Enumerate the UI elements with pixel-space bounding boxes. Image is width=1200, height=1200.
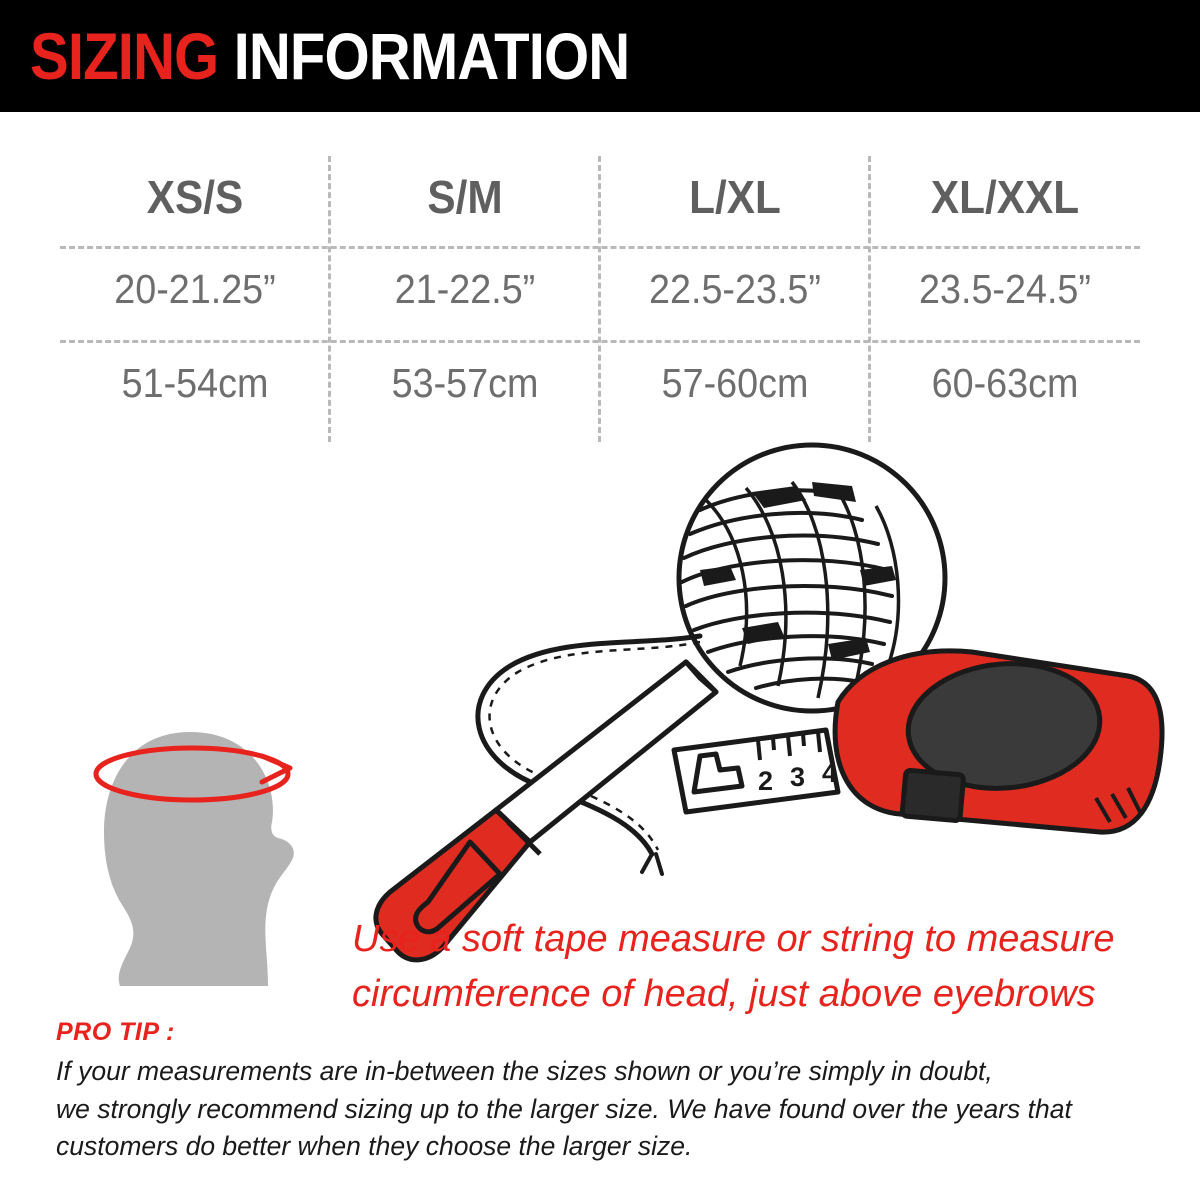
size-cm: 57-60cm xyxy=(661,359,809,406)
tape-number-4: 4 xyxy=(822,758,838,788)
pro-tip-line-1: If your measurements are in-between the sizes shown or you’re simply in doubt, xyxy=(56,1056,993,1086)
size-label: XL/XXL xyxy=(930,170,1080,223)
size-chart-grid xyxy=(60,150,1140,430)
size-column-s-m xyxy=(330,150,600,430)
page-title xyxy=(30,19,630,93)
instruction-line-2: circumference of head, just above eyebrows xyxy=(352,973,1096,1016)
size-label: L/XL xyxy=(689,170,781,223)
pro-tip-label: PRO TIP : xyxy=(56,1018,175,1046)
tape-number-3: 3 xyxy=(790,762,806,792)
size-column-l-xl xyxy=(600,150,870,430)
size-column-xl-xxl xyxy=(870,150,1140,430)
measuring-instruction xyxy=(352,912,1152,1022)
pro-tip-line-3: customers do better when they choose the larger size. xyxy=(56,1131,693,1162)
size-cm: 60-63cm xyxy=(931,359,1079,406)
size-inches: 20-21.25” xyxy=(114,266,276,313)
pro-tip-body xyxy=(56,1053,1166,1166)
size-inches: 21-22.5” xyxy=(394,266,536,313)
tape-number-2: 2 xyxy=(758,766,774,796)
page-title-word-information: INFORMATION xyxy=(233,19,630,93)
size-label: XS/S xyxy=(146,170,244,223)
size-column-xs-s xyxy=(60,150,330,430)
size-cm: 51-54cm xyxy=(121,359,269,406)
size-chart-table xyxy=(60,150,1140,430)
page-header xyxy=(0,0,1200,112)
pro-tip-section xyxy=(56,1018,1166,1166)
head-silhouette-icon xyxy=(104,732,294,986)
size-inches: 23.5-24.5” xyxy=(919,266,1091,313)
instruction-line-1: Use a soft tape measure or string to measure xyxy=(352,918,1115,960)
size-label: S/M xyxy=(427,170,503,223)
size-cm: 53-57cm xyxy=(391,359,539,406)
page-title-word-sizing: SIZING xyxy=(30,19,219,93)
pro-tip-line-2: we strongly recommend sizing up to the larger size. We have found over the years that xyxy=(56,1093,1072,1124)
size-inches: 22.5-23.5” xyxy=(649,266,821,313)
